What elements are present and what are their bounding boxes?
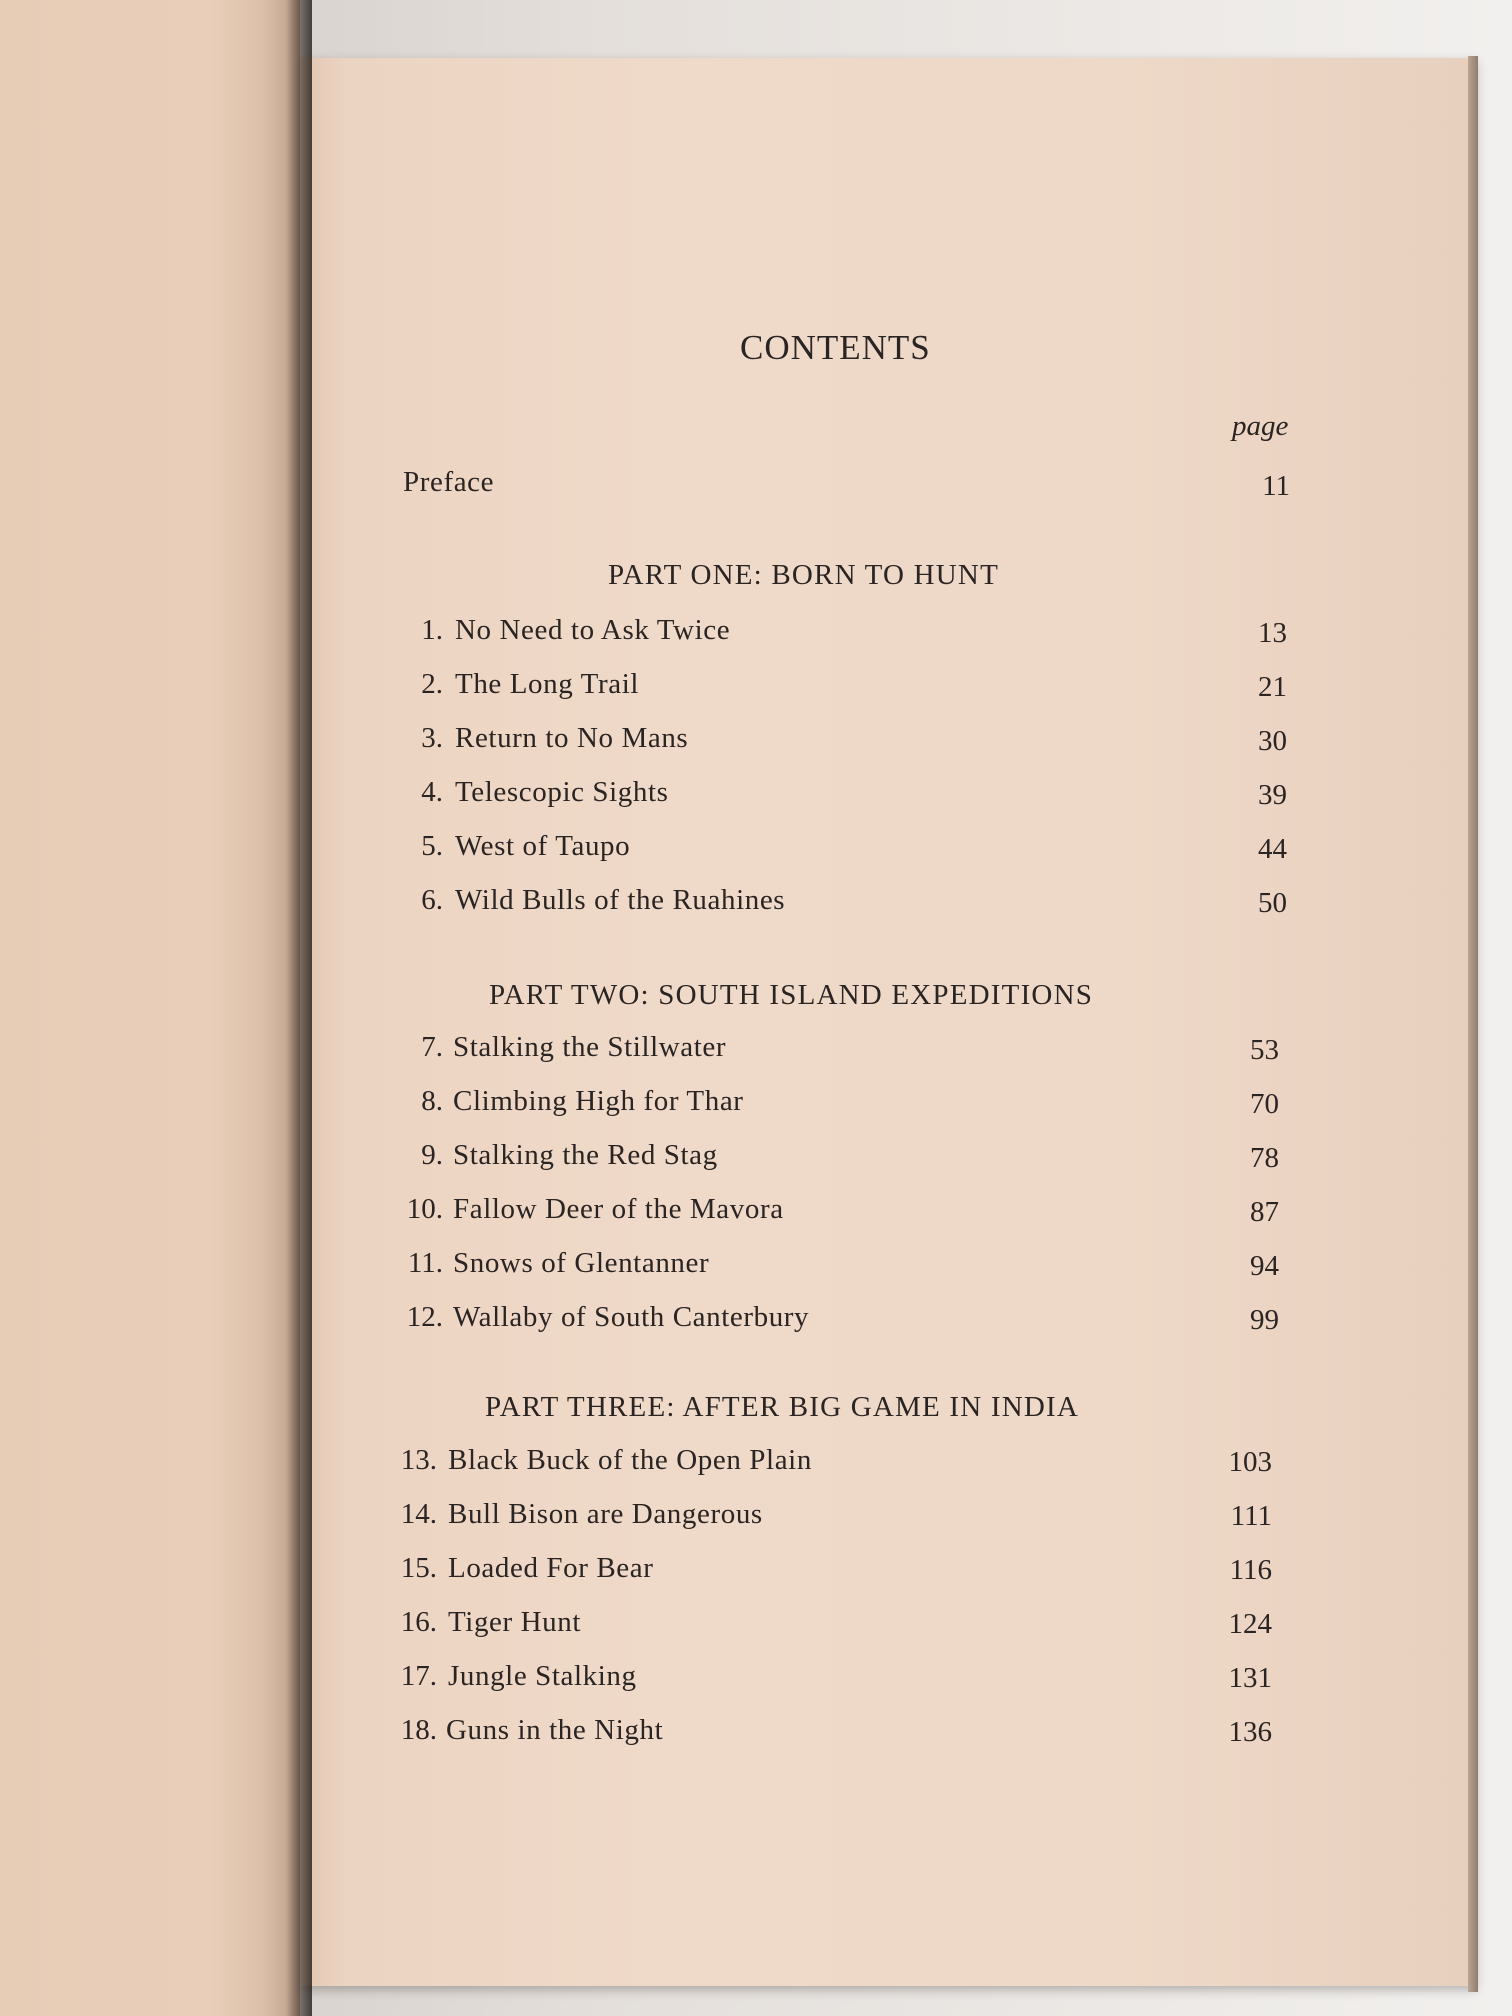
chapter-number: 14.: [400, 1498, 437, 1530]
chapter-number: 15.: [400, 1552, 437, 1584]
chapter-page: 21: [1258, 671, 1287, 703]
chapter-title: Black Buck of the Open Plain: [448, 1444, 812, 1476]
chapter-title: Wallaby of South Canterbury: [453, 1301, 810, 1333]
chapter-page: 103: [1228, 1446, 1272, 1478]
chapter-page: 99: [1250, 1304, 1279, 1336]
chapter-title: Climbing High for Thar: [453, 1085, 744, 1117]
chapter-page: 131: [1228, 1662, 1272, 1694]
chapter-title: Fallow Deer of the Mavora: [453, 1193, 784, 1225]
chapter-number: 6.: [421, 884, 443, 916]
chapter-number: 16.: [400, 1606, 437, 1638]
chapter-page: 13: [1258, 617, 1287, 649]
part-heading: PART THREE: AFTER BIG GAME IN INDIA: [485, 1391, 1079, 1423]
preface-page: 11: [1262, 470, 1290, 502]
chapter-number: 7.: [421, 1031, 443, 1063]
chapter-number: 3.: [421, 722, 443, 754]
chapter-title: Wild Bulls of the Ruahines: [455, 884, 786, 916]
chapter-number: 18.: [400, 1714, 437, 1746]
chapter-number: 13.: [400, 1444, 437, 1476]
chapter-page: 50: [1258, 887, 1287, 919]
chapter-page: 87: [1250, 1196, 1279, 1228]
chapter-title: Stalking the Stillwater: [453, 1031, 727, 1063]
page-title: CONTENTS: [740, 328, 931, 367]
chapter-number: 2.: [421, 668, 443, 700]
chapter-number: 12.: [406, 1301, 443, 1333]
chapter-page: 124: [1228, 1608, 1272, 1640]
chapter-number: 11.: [407, 1247, 443, 1279]
chapter-title: Tiger Hunt: [448, 1606, 582, 1638]
chapter-number: 4.: [421, 776, 443, 808]
chapter-title: Return to No Mans: [455, 722, 689, 754]
chapter-page: 136: [1228, 1716, 1272, 1748]
chapter-page: 70: [1250, 1088, 1279, 1120]
chapter-title: Telescopic Sights: [455, 776, 669, 808]
chapter-page: 30: [1258, 725, 1287, 757]
chapter-title: Snows of Glentanner: [453, 1247, 710, 1279]
chapter-number: 1.: [421, 614, 443, 646]
chapter-title: No Need to Ask Twice: [455, 614, 731, 646]
chapter-page: 78: [1250, 1142, 1279, 1174]
chapter-number: 10.: [406, 1193, 443, 1225]
chapter-page: 53: [1250, 1034, 1279, 1066]
chapter-page: 44: [1258, 833, 1287, 865]
chapter-title: Guns in the Night: [446, 1714, 664, 1746]
chapter-page: 111: [1230, 1500, 1272, 1532]
chapter-number: 9.: [421, 1139, 443, 1171]
chapter-number: 8.: [421, 1085, 443, 1117]
part-heading: PART ONE: BORN TO HUNT: [608, 559, 999, 591]
chapter-number: 17.: [400, 1660, 437, 1692]
page-column-label: page: [1232, 410, 1289, 442]
chapter-title: Jungle Stalking: [448, 1660, 637, 1692]
chapter-number: 5.: [421, 830, 443, 862]
chapter-title: Stalking the Red Stag: [453, 1139, 718, 1171]
chapter-page: 39: [1258, 779, 1287, 811]
chapter-title: Bull Bison are Dangerous: [448, 1498, 763, 1530]
chapter-page: 94: [1250, 1250, 1279, 1282]
chapter-title: West of Taupo: [455, 830, 631, 862]
preface-title: Preface: [403, 466, 495, 498]
chapter-title: Loaded For Bear: [448, 1552, 654, 1584]
part-heading: PART TWO: SOUTH ISLAND EXPEDITIONS: [489, 979, 1094, 1011]
chapter-title: The Long Trail: [455, 668, 640, 700]
chapter-page: 116: [1229, 1554, 1272, 1586]
